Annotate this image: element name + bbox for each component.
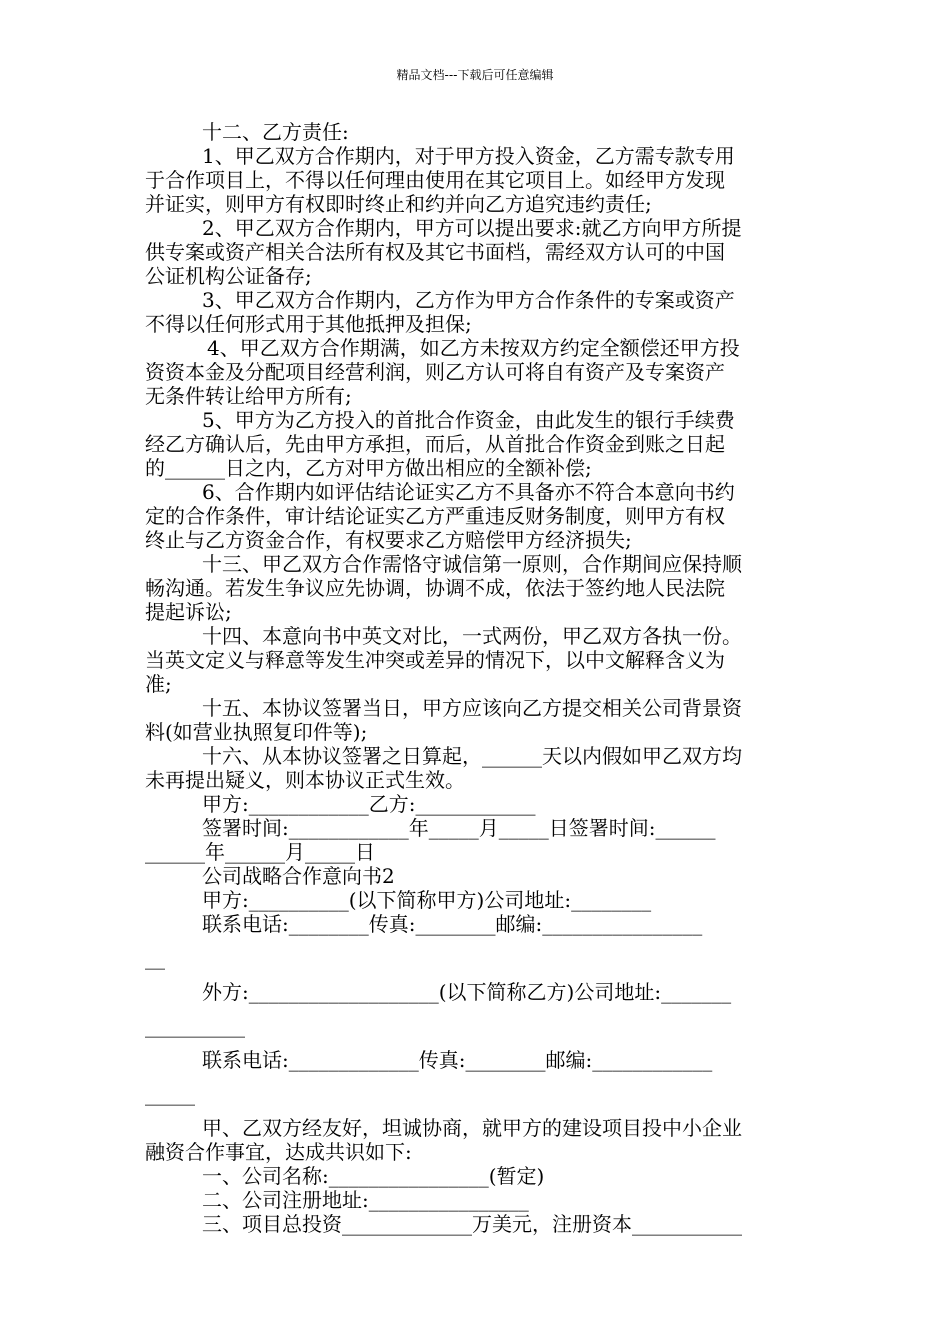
text-line: 十四、本意向书中英文对比，一式两份，甲乙双方各执一份。 <box>202 624 742 648</box>
text-line: 5、甲方为乙方投入的首批合作资金，由此发生的银行手续费 <box>202 408 735 432</box>
text-line: 3、甲乙双方合作期内，乙方作为甲方合作条件的专案或资产 <box>202 288 735 312</box>
text-line: 资资本金及分配项目经营利润，则乙方认可将自有资产及专案资产 <box>145 360 725 384</box>
text-line: 提起诉讼; <box>145 600 232 624</box>
text-line: 十六、从本协议签署之日算起，______天以内假如甲乙双方均 <box>202 744 742 768</box>
text-line: 甲方:__________(以下简称甲方)公司地址:________ <box>202 888 652 912</box>
text-line: 不得以任何形式用于其他抵押及担保; <box>145 312 472 336</box>
text-line: 畅沟通。若发生争议应先协调，协调不成，依法于签约地人民法院 <box>145 576 725 600</box>
text-line: 于合作项目上，不得以任何理由使用在其它项目上。如经甲方发现 <box>145 168 725 192</box>
text-line: 的______日之内，乙方对甲方做出相应的全额补偿; <box>145 456 592 480</box>
text-line: 2、甲乙双方合作期内，甲方可以提出要求:就乙方向甲方所提 <box>202 216 742 240</box>
text-line: ______年______月_____日 <box>145 840 375 864</box>
text-line: 定的合作条件，审计结论证实乙方严重违反财务制度，则甲方有权 <box>145 504 725 528</box>
text-line: 准; <box>145 672 172 696</box>
text-line: 联系电话:________传真:________邮编:________________ <box>202 912 703 936</box>
text-line: 1、甲乙双方合作期内，对于甲方投入资金，乙方需专款专用 <box>202 144 735 168</box>
document-body <box>145 120 807 1236</box>
text-line: 签署时间:____________年_____月_____日签署时间:______ <box>202 816 716 840</box>
text-line: 一、公司名称:________________(暂定) <box>202 1164 545 1188</box>
text-line: 外方:___________________(以下简称乙方)公司地址:_______ <box>202 980 732 1004</box>
text-line: 二、公司注册地址:________________ <box>202 1188 529 1212</box>
text-line: 公证机构公证备存; <box>145 264 312 288</box>
text-line: __ <box>145 946 165 970</box>
text-line: 终止与乙方资金合作，有权要求乙方赔偿甲方经济损失; <box>145 528 632 552</box>
text-line: 并证实，则甲方有权即时终止和约并向乙方追究违约责任; <box>145 192 652 216</box>
text-line: 甲方:____________乙方:____________ <box>202 792 536 816</box>
text-line: 未再提出疑义，则本协议正式生效。 <box>145 768 465 792</box>
text-line: 4、甲乙双方合作期满，如乙方未按双方约定全额偿还甲方投 <box>207 336 740 360</box>
text-line: 料(如营业执照复印件等); <box>145 720 368 744</box>
text-line: 融资合作事宜，达成共识如下: <box>145 1140 412 1164</box>
text-line: 十五、本协议签署当日，甲方应该向乙方提交相关公司背景资 <box>202 696 742 720</box>
text-line: 十三、甲乙双方合作需恪守诚信第一原则，合作期间应保持顺 <box>202 552 742 576</box>
text-line: 甲、乙双方经友好，坦诚协商，就甲方的建设项目投中小企业 <box>202 1116 742 1140</box>
text-line: 6、合作期内如评估结论证实乙方不具备亦不符合本意向书约 <box>202 480 735 504</box>
text-line: 十二、乙方责任: <box>202 120 349 144</box>
text-line: 三、项目总投资_____________万美元，注册资本___________ <box>202 1212 742 1236</box>
text-line: 供专案或资产相关合法所有权及其它书面档，需经双方认可的中国 <box>145 240 725 264</box>
page-header: 精品文档---下载后可任意编辑 <box>396 68 554 82</box>
text-line: __________ <box>145 1014 245 1038</box>
text-line: _____ <box>145 1082 195 1106</box>
text-line: 当英文定义与释意等发生冲突或差异的情况下，以中文解释含义为 <box>145 648 725 672</box>
text-line: 无条件转让给甲方所有; <box>145 384 352 408</box>
text-line: 联系电话:_____________传真:________邮编:____________ <box>202 1048 713 1072</box>
text-line: 公司战略合作意向书2 <box>202 864 395 888</box>
text-line: 经乙方确认后，先由甲方承担，而后，从首批合作资金到账之日起 <box>145 432 725 456</box>
